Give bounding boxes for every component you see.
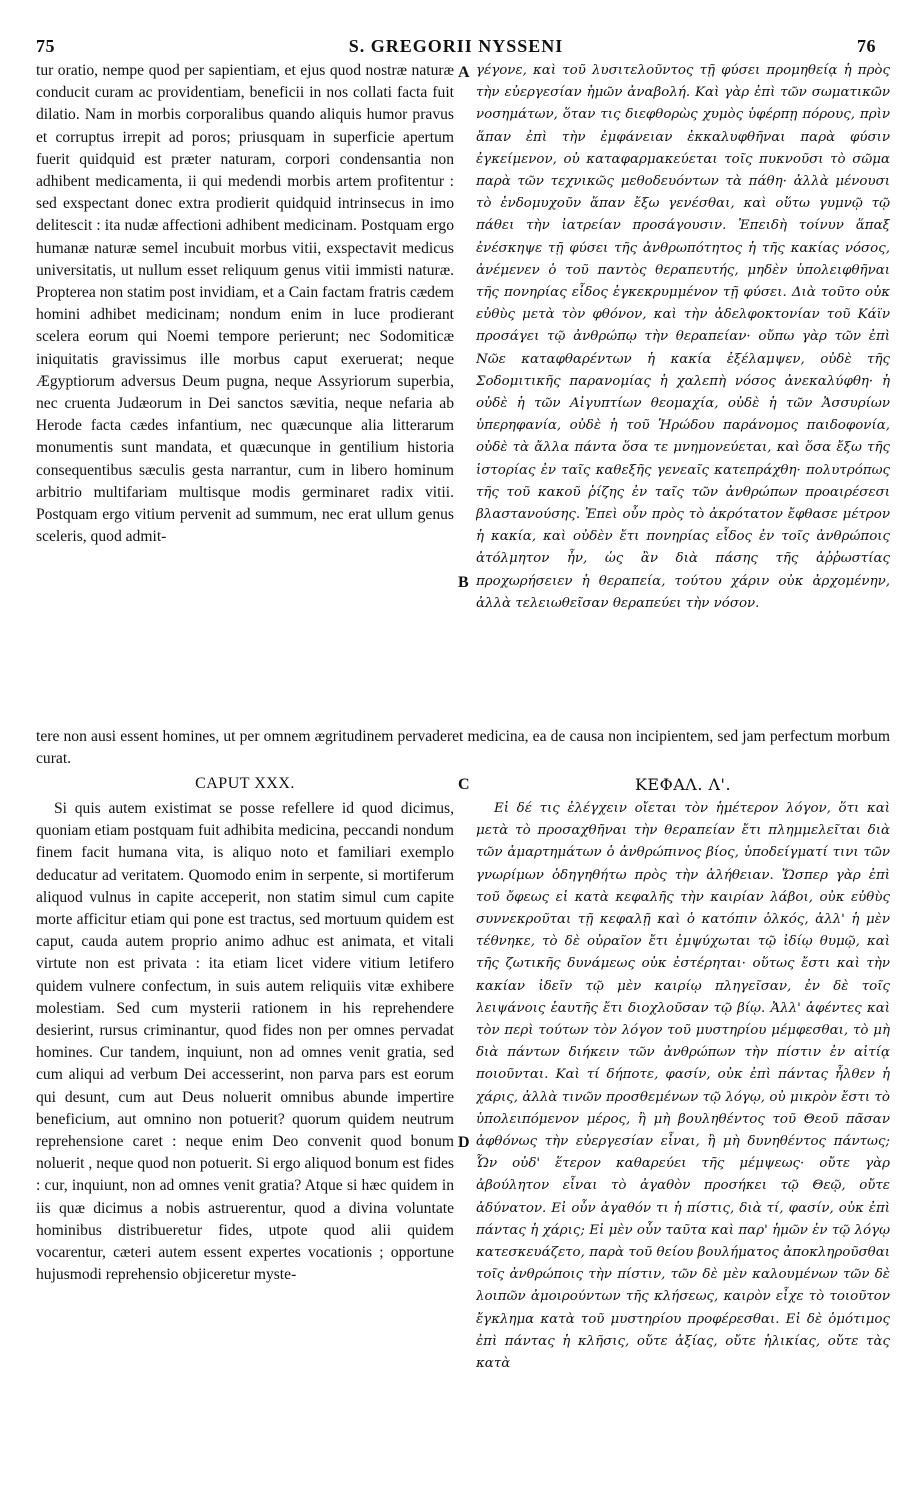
- margin-marker-a: A: [458, 64, 470, 81]
- margin-marker-b: B: [458, 574, 469, 591]
- greek-column-bottom: [476, 798, 890, 1498]
- greek-chapter-heading: ΚΕΦΑΛ. Λ'.: [634, 775, 732, 794]
- latin-chapter-heading: CAPUT XXX.: [195, 775, 295, 792]
- margin-marker-d: D: [458, 1134, 470, 1151]
- running-title: S. GREGORII NYSSENI: [348, 36, 564, 56]
- greek-paragraph-top: γέγονε, καὶ τοῦ λυσιτελοῦντος τῇ φύσει προμηθείᾳ ἡ πρὸς τὴν εὐεργεσίαν ἡμῶν ἀναβολή. Καὶ γὰρ ἐπὶ τῶν σωματικῶν νοσημάτων, ὅταν τις διεφθορὼς χυμὸς ὑφέρπῃ πόρους, πρὶν ἅπαν ἐπὶ τὴν ἐμφάνειαν ἐκκαλυφθῆναι παρὰ φύσιν ἐγκείμενον, οὐ καταφαρμακεύεται τοῖς πυκνοῦσι τὸ σῶμα παρὰ τῶν τεχνικῶς μεθοδευόντων τὰ πάθη· ἀλλὰ μένουσι τὸ ἐνδομυχοῦν ἅπαν ἔξω γενέσθαι, καὶ οὕτω γυμνῷ τῷ πάθει τὴν ἰατρείαν προσάγουσιν. Ἐπειδὴ τοίνυν ἅπαξ ἐνέσκηψε τῇ φύσει τῆς ἀνθρωπότητος ἡ τῆς κακίας νόσος, ἀνέμενεν ὁ τοῦ παντὸς θεραπευτής, μηδὲν ὑπολειφθῆναι τῆς πονηρίας εἶδος ἐγκεκρυμμένον τῇ φύσει. Διὰ τοῦτο οὐκ εὐθὺς μετὰ τὸν φθόνον, καὶ τὴν ἀδελφοκτονίαν τοῦ Κάϊν προσάγει τῷ ἀνθρώπῳ τὴν θεραπείαν· οὔπω γὰρ τῶν ἐπὶ Νῶε καταφθαρέντων ἡ κακία ἐξέλαμψεν, οὐδὲ τῆς Σοδομιτικῆς παρανομίας ἡ χαλεπὴ νόσος ἀνεκαλύφθη· ἡ οὐδὲ ἡ τῶν Αἰγυπτίων θεομαχία, οὐδὲ ἡ τῶν Ἀσσυρίων ὑπερηφανία, οὐδὲ ἡ τοῦ Ἡρώδου παράνομος παιδοφονία, οὐδὲ τὰ ἄλλα πάντα ὅσα τε μνημονεύεται, καὶ ὅσα ἔξω τῆς ἱστορίας ἐν ταῖς καθεξῆς γενεαῖς κατεπράχθη· πολυτρόπως τῆς τοῦ κακοῦ ῥίζης ἐν ταῖς τῶν ἀνθρώπων προαιρέσεσι βλαστανούσης. Ἐπεὶ οὖν πρὸς τὸ ἀκρότατον ἔφθασε μέτρον ἡ κακία, καὶ οὐδὲν ἔτι πονηρίας εἶδος ἐν τοῖς ἀνθρώποις ἀτόλμητον ἦν, ὡς ἂν διὰ πάσης τῆς ἀῤῥωστίας προχωρήσειεν ἡ θεραπεία, τούτου χάριν οὐκ ἀρχομένην, ἀλλὰ τελειωθεῖσαν θεραπεύει τὴν νόσον.: [476, 63, 890, 611]
- latin-column-bottom: [36, 798, 454, 1498]
- margin-marker-c: C: [458, 776, 470, 793]
- latin-bridge-text: tere non ausi essent homines, ut per omnem ægritudinem pervaderet medicina, ea de causa non incipientem, sed jam perfectum morbum curat.: [36, 728, 890, 768]
- left-page-number: 75: [36, 36, 55, 56]
- right-page-number: 76: [857, 36, 876, 56]
- latin-bridge-line: [36, 726, 890, 772]
- latin-paragraph-bottom: Si quis autem existimat se posse refellere id quod dicimus, quoniam etiam postquam fuit adhibita medicina, peccandi nondum finem facit humana vita, is aliquo noto et familiari exemplo deducatur ad veritatem. Quomodo enim in serpente, si mortiferum aliquod vulnus in capite acceperit, non statim simul cum capite morte afficitur etiam qui pone est tractus, sed mortuum quidem est caput, cauda autem proprio animo adhuc est animata, et vitali virtute non est privata : ita etiam licet videre vitium letifero quidem vulnere confectum, in suis autem reliquiis vitæ exhibere molestiam. Sed cum mysterii rationem in his reprehendere desierint, rursus criminantur, quod fides non per omnes pervadat homines. Cur tandem, inquiunt, non ad omnes venit gratia, sed cum aliqui ad verbum Dei accesserint, non parva pars est eorum qui desunt, cum aut Deus noluerit omnibus abunde impertire beneficium, aut omnino non potuerit? quorum quidem neutrum reprehensione caret : neque enim Deo convenit quod bonum noluerit , neque quod non potuerit. Si ergo aliquod bonum est fides : cur, inquiunt, non ad omnes venit gratia? Atque si hæc quidem in iis quæ dicimus a nobis astruerentur, quod a divina voluntate hominibus distribueretur fides, utpote quod alii quidem vocarentur, cæteri autem essent expertes vocationis ; opportune hujusmodi reprehensio objiceretur myste-: [36, 800, 454, 1284]
- latin-column-top: [36, 60, 454, 726]
- greek-paragraph-bottom: Εἰ δέ τις ἐλέγχειν οἴεται τὸν ἡμέτερον λόγον, ὅτι καὶ μετὰ τὸ προσαχθῆναι τὴν θεραπείαν ἔτι πλημμελεῖται διὰ τῶν ἁμαρτημάτων ὁ ἀνθρώπινος βίος, ὑποδείγματί τινι τῶν γνωρίμων ὁδηγηθήτω πρὸς τὴν ἀλήθειαν. Ὥσπερ γὰρ ἐπὶ τοῦ ὄφεως εἰ κατὰ κεφαλῆς τὴν καιρίαν λάβοι, οὐκ εὐθὺς συννεκροῦται τῇ κεφαλῇ καὶ ὁ κατόπιν ὁλκός, ἀλλ' ἡ μὲν τέθνηκε, τὸ δὲ οὐραῖον ἔτι ἐμψύχωται τῷ ἰδίῳ θυμῷ, καὶ τῆς ζωτικῆς δυνάμεως οὐκ ἐστέρηται· οὕτως ἔστι καὶ τὴν κακίαν ἰδεῖν τῷ μὲν καιρίῳ πληγεῖσαν, ἐν δὲ τοῖς λειψάνοις ἑαυτῆς ἔτι διοχλοῦσαν τῷ βίῳ. Ἀλλ' ἀφέντες καὶ τὸν περὶ τούτων τὸν λόγον τοῦ μυστηρίου μέμφεσθαι, τὸ μὴ διὰ πάντων διήκειν τῶν ἀνθρώπων τὴν πίστιν ἐν αἰτίᾳ ποιοῦνται. Καὶ τί δήποτε, φασίν, οὐκ ἐπὶ πάντας ἦλθεν ἡ χάρις, ἀλλὰ τινῶν προσθεμένων τῷ λόγῳ, οὐ μικρὸν ἔστι τὸ ὑπολειπόμενον μέρος, ἢ μὴ βουληθέντος τοῦ Θεοῦ πᾶσαν ἀφθόνως τὴν εὐεργεσίαν εἶναι, ἢ μὴ δυνηθέντος πάντως; Ὧν οὐδ' ἕτερον καθαρεύει τῆς μέμψεως· οὔτε γὰρ ἀβούλητον εἶναι τὸ ἀγαθὸν προσήκει τῷ Θεῷ, οὔτε ἀδύνατον. Εἰ οὖν ἀγαθόν τι ἡ πίστις, διὰ τί, φασίν, οὐκ ἐπὶ πάντας ἡ χάρις; Εἰ μὲν οὖν ταῦτα καὶ παρ' ἡμῶν ἐν τῷ λόγῳ κατεσκευάζετο, παρὰ τοῦ θείου βουλήματος ἀποκληροῦσθαι τοῖς ἀνθρώποις τὴν πίστιν, τῶν δὲ μὲν καλουμένων τῶν δὲ λοιπῶν ἀμοιρούντων τῆς κλήσεως, καιρὸν εἶχε τὸ τοιοῦτον ἔγκλημα κατὰ τοῦ μυστηρίου προφέρεσθαι. Εἰ δὲ ὁμότιμος ἐπὶ πάντας ἡ κλῆσις, οὔτε ἀξίας, οὔτε ἡλικίας, οὔτε τὰς κατὰ: [476, 801, 890, 1372]
- latin-paragraph-top: tur oratio, nempe quod per sapientiam, et ejus quod nostræ naturæ conducit curam ac providentiam, beneficii in nos collati facta fuit dilatio. Nam in morbis corporalibus quando aliquis humor pravus et corruptus irrepit ad poros; priusquam in superficie apertum fuerit quidquid est præter naturam, corpori condensantia non adhibent medicamenta, ii qui medendi morbis artem profitentur : sed exspectant donec extra prodierit quidquid intrinsecus in imo delitescit : ita nudæ affectioni adhibent medicinam. Postquam ergo humanæ naturæ semel incubuit morbus vitii, exspectavit medicus universitatis, ut nullum esset reliquum genus vitii immisti naturæ. Propterea non statim post invidiam, et a Cain factam fratris cædem homini adhibet medicinam; nondum enim in luce prodierant scelera eorum qui Noemi tempore perierunt; nec Sodomiticæ iniquitatis gravissimus ille morbus caput exeruerat; neque Ægyptiorum adversus Deum pugna, neque Assyriorum superbia, nec cruenta Judæorum in Dei sanctos sævitia, neque nefaria ab Herode facta cædes infantium, nec quæcunque alia litterarum monumentis sunt mandata, et quæcunque in gentilium historia consequentibus sæculis gesta narrantur, cum in libero hominum arbitrio multifariam multisque modis germinaret radix vitii. Postquam ergo vitium pervenit ad summum, nec erat ullum genus sceleris, quod admit-: [36, 62, 454, 546]
- greek-column-top: [476, 60, 890, 726]
